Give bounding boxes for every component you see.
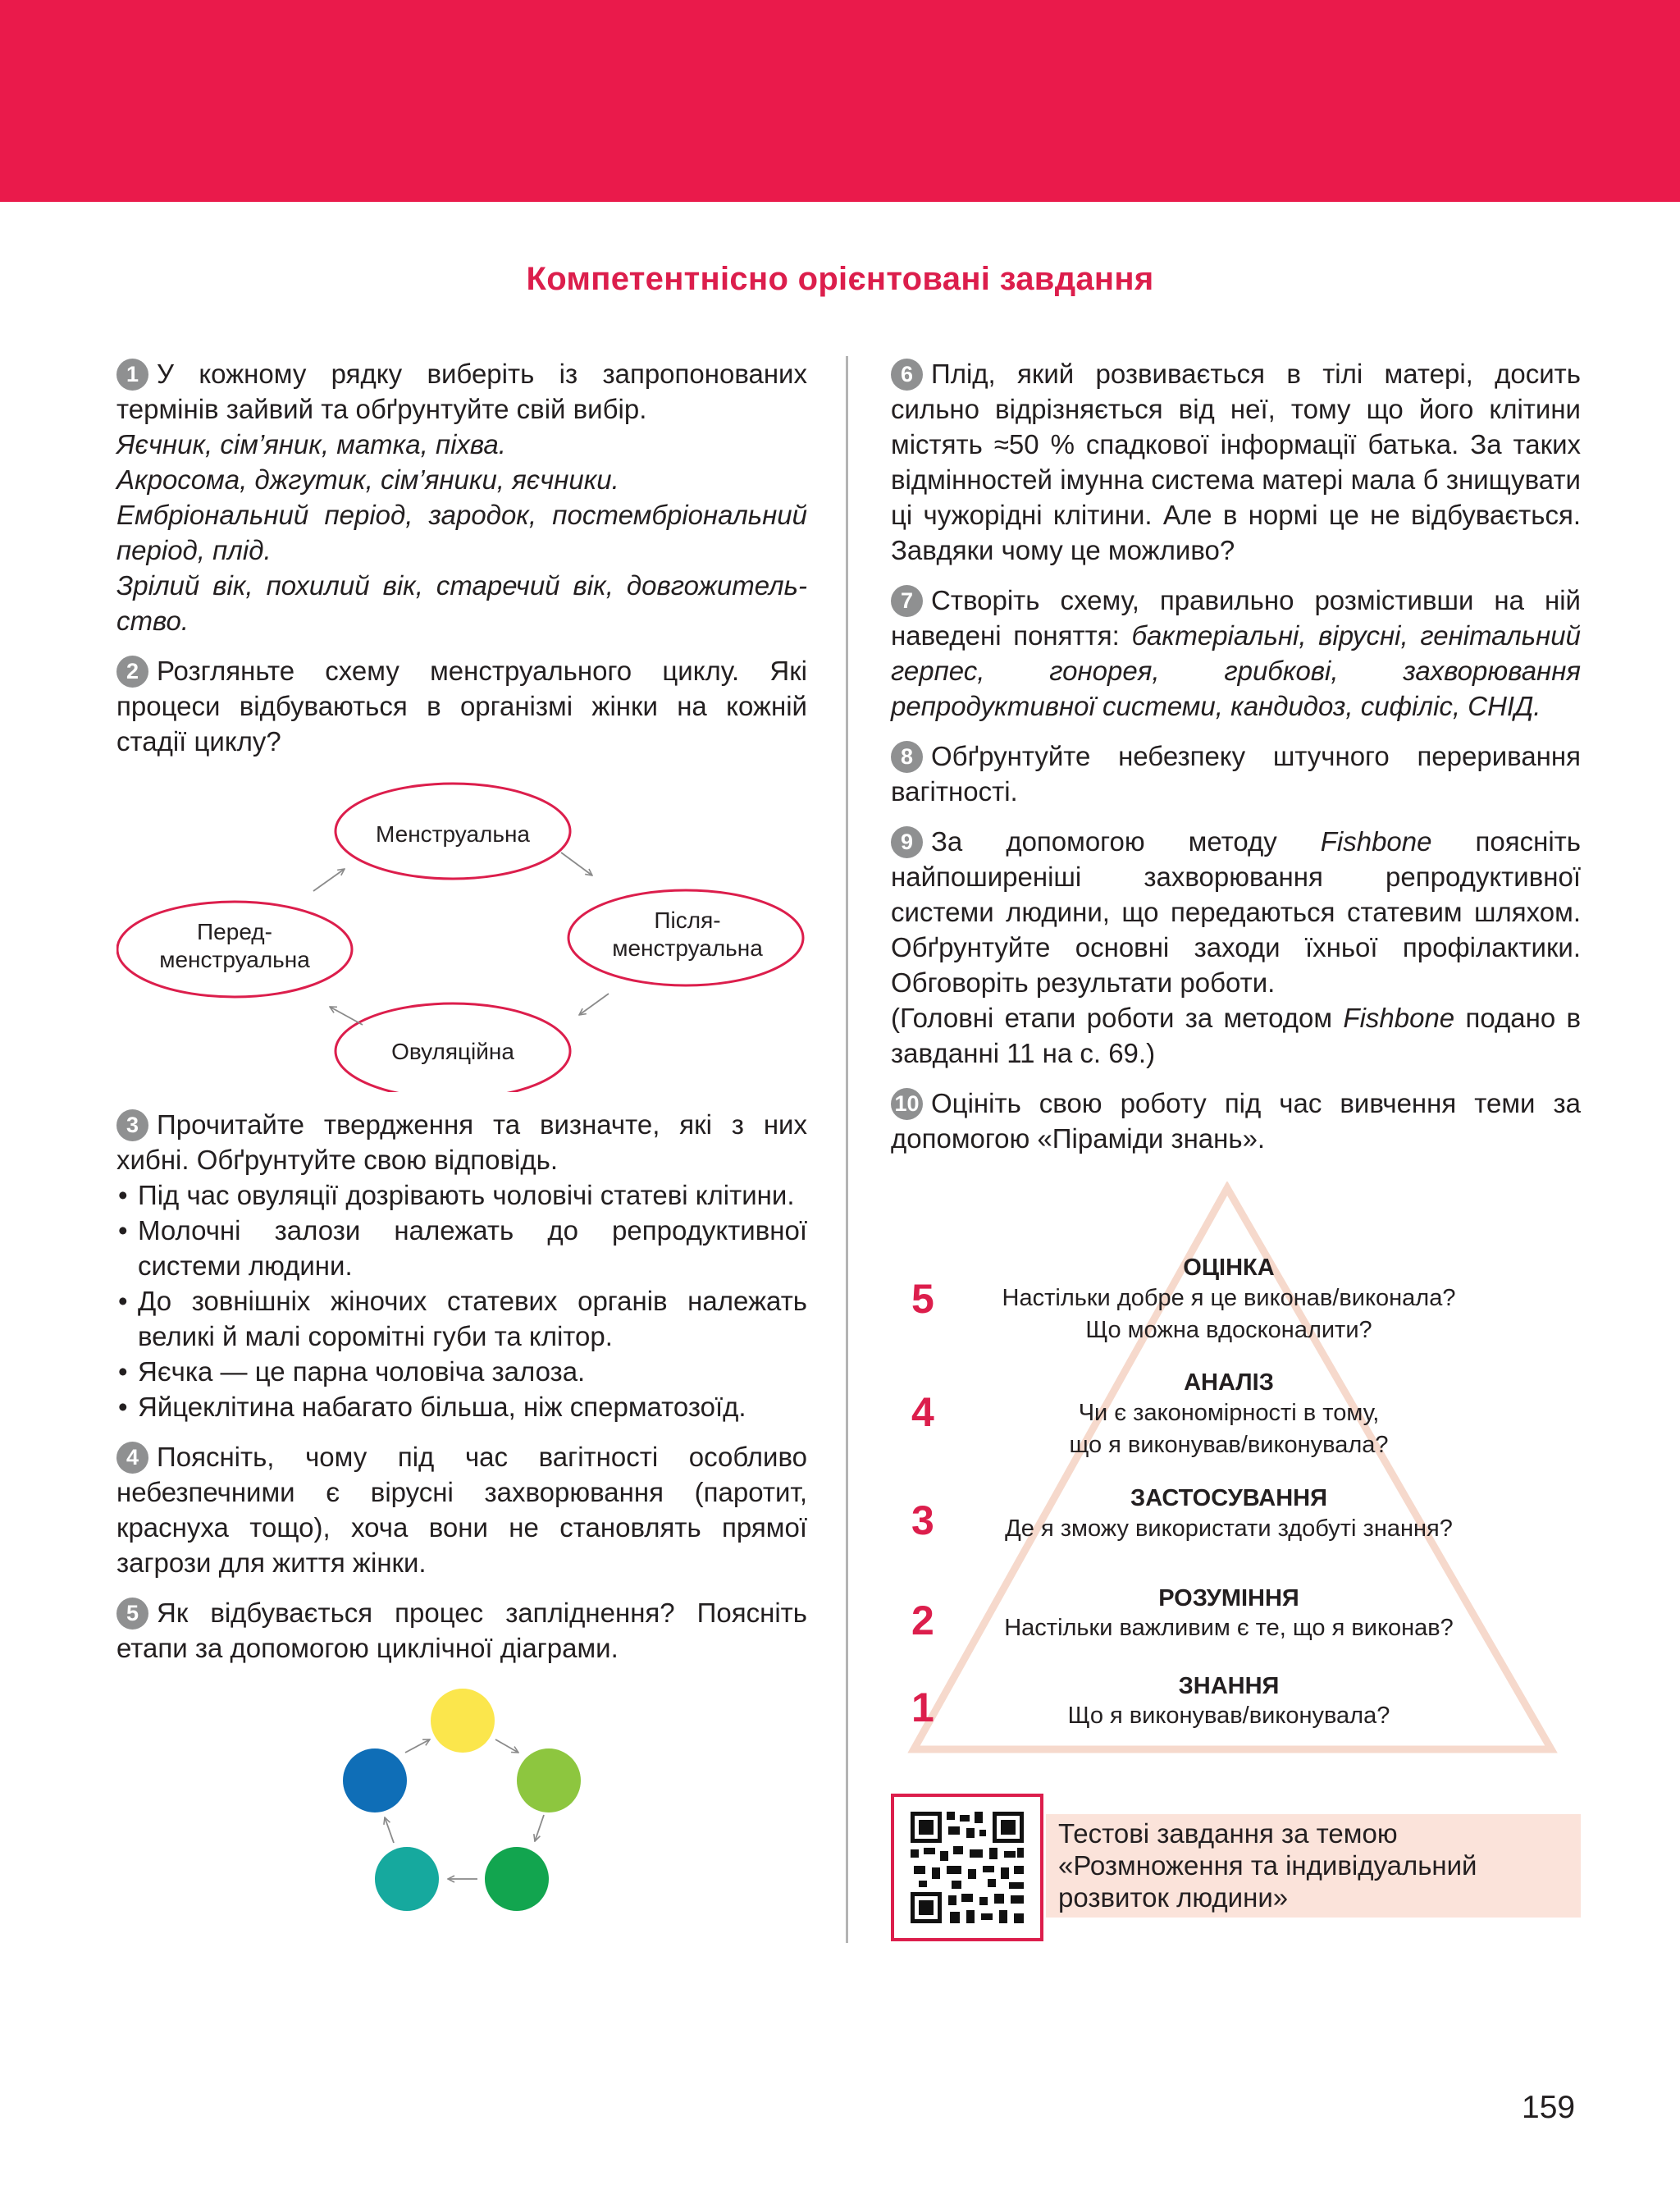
term-row: Акросома, джгутик, сім’яники, яєчники. bbox=[116, 464, 619, 495]
task-2 bbox=[116, 653, 807, 1092]
task-text: За допомогою методу bbox=[931, 826, 1277, 857]
page-heading: Компетентнісно орієнтовані завдання bbox=[526, 261, 1154, 297]
qr-code-icon bbox=[894, 1797, 1040, 1938]
test-tasks-line: Тестові завдання за темою bbox=[1058, 1818, 1398, 1849]
pyramid-level-number: 4 bbox=[911, 1389, 934, 1435]
column-divider bbox=[846, 356, 848, 1943]
statement-item: • Під час овуляції дозрівають чоловічі статеві клітини. bbox=[116, 1177, 807, 1213]
cycle-circle-bottom-left bbox=[375, 1847, 439, 1911]
cycle-circle-top bbox=[431, 1689, 495, 1753]
cycle-label-menstrual: Менструальна bbox=[376, 821, 530, 847]
pyramid-level-title: ЗНАННЯ bbox=[1178, 1673, 1280, 1699]
task-number-badge: 8 bbox=[891, 741, 923, 773]
fertilization-cycle-diagram bbox=[116, 1674, 807, 1928]
cycle-label-postmenstrual-1: Після- bbox=[654, 907, 721, 933]
task-text: Поясніть, чому під час вагітності особливо небезпечними є вірусні захворювання (паротит, краснуха тощо), хоча вони не становлять прямої загрози для життя жінки. bbox=[116, 1442, 807, 1578]
task-text: Розгляньте схему менструального циклу. Які процеси відбуваються в організмі жінки на кожній стадії циклу? bbox=[116, 656, 807, 757]
pyramid-level-question: Де я зможу використати здобуті знання? bbox=[1005, 1515, 1453, 1542]
pyramid-level-title: РОЗУМІННЯ bbox=[1158, 1585, 1299, 1611]
task-3 bbox=[116, 1107, 807, 1424]
pyramid-level-question: Що можна вдосконалити? bbox=[1085, 1317, 1372, 1343]
task-6 bbox=[891, 356, 1581, 568]
cycle-arrow bbox=[330, 1007, 363, 1025]
cycle-arrow bbox=[313, 869, 345, 891]
task-10 bbox=[891, 1086, 1581, 1156]
task-note: подано в завданні 11 на с. 69.) bbox=[891, 1003, 1582, 1068]
pyramid-level-question: Що я виконував/виконувала? bbox=[1067, 1703, 1390, 1729]
page-number: 159 bbox=[1522, 2090, 1576, 2125]
task-text: поясніть найпоширеніші захворювання репродуктивної системи людини, що передаються статевим шляхом. Обґрунтуйте основні заходи їхньої профілактики. Обговоріть результати роботи. bbox=[891, 826, 1581, 998]
task-number-badge: 2 bbox=[116, 656, 148, 688]
task-text: Прочитайте твердження та визначте, які з них хибні. Обґрунтуйте свою відповідь. bbox=[116, 1109, 807, 1175]
cycle-label-premenstrual-1: Перед- bbox=[197, 919, 272, 944]
task-number-badge: 9 bbox=[891, 826, 923, 858]
task-5 bbox=[116, 1595, 807, 1928]
pyramid-level-title: ЗАСТОСУВАННЯ bbox=[1130, 1485, 1327, 1511]
task-number-badge: 7 bbox=[891, 585, 923, 617]
cycle-arrow bbox=[385, 1817, 394, 1843]
right-column bbox=[891, 356, 1581, 1171]
knowledge-pyramid bbox=[891, 1182, 1582, 1756]
task-note: (Головні етапи роботи за методом bbox=[891, 1003, 1333, 1033]
cycle-arrow bbox=[561, 853, 592, 875]
task-text: Як відбувається процес запліднення? Поясніть етапи за допомогою циклічної діаграми. bbox=[116, 1598, 807, 1663]
menstrual-cycle-diagram bbox=[116, 764, 807, 1092]
pyramid-level-question: Настільки добре я це виконав/виконала? bbox=[1002, 1285, 1456, 1311]
task-text: У кожному рядку виберіть із запропонованих термінів зайвий та обґрунтуйте свій вибір. bbox=[116, 359, 807, 424]
pyramid-level-number: 5 bbox=[911, 1276, 934, 1322]
cycle-label-ovulation: Овуляційна bbox=[391, 1039, 514, 1064]
cycle-circle-right bbox=[517, 1748, 581, 1812]
task-number-badge: 5 bbox=[116, 1598, 148, 1630]
cycle-arrow bbox=[579, 994, 609, 1015]
term-row: Зрілий вік, похилий вік, старечий вік, довгожительство. bbox=[116, 570, 807, 636]
cycle-label-postmenstrual-2: менструальна bbox=[612, 935, 763, 961]
cycle-arrow bbox=[495, 1739, 518, 1753]
task-number-badge: 10 bbox=[891, 1088, 923, 1120]
cycle-arrow bbox=[535, 1815, 544, 1841]
pyramid-level-number: 2 bbox=[911, 1598, 934, 1643]
task-text: Обґрунтуйте небезпеку штучного переривання вагітності. bbox=[891, 741, 1581, 807]
method-name: Fishbone bbox=[1343, 1003, 1455, 1033]
test-tasks-line: «Розмноження та індивідуальний bbox=[1058, 1850, 1477, 1881]
task-4 bbox=[116, 1439, 807, 1580]
task-terms: бактеріальні, вірусні, генітальний герпес, гонорея, грибкові, захворювання репродуктивної системи, кандидоз, сифіліс, СНІД. bbox=[891, 620, 1581, 721]
pyramid-level-title: ОЦІНКА bbox=[1183, 1255, 1275, 1281]
task-text: Створіть схему, правильно розмістивши на ній наведені поняття: bbox=[891, 585, 1581, 651]
pyramid-level-question: Чи є закономірності в тому, bbox=[1078, 1400, 1380, 1426]
task-number-badge: 3 bbox=[116, 1109, 148, 1141]
pyramid-level-question: Настільки важливим є те, що я виконав? bbox=[1004, 1615, 1454, 1641]
method-name: Fishbone bbox=[1320, 826, 1432, 857]
top-color-band bbox=[0, 0, 1680, 202]
qr-code[interactable] bbox=[891, 1794, 1043, 1941]
task-number-badge: 6 bbox=[891, 359, 923, 391]
task-number-badge: 4 bbox=[116, 1442, 148, 1474]
cycle-label-premenstrual-2: менструальна bbox=[159, 947, 310, 972]
task-8 bbox=[891, 738, 1581, 809]
statement-item: • Яєчка — це парна чоловіча залоза. bbox=[116, 1354, 807, 1389]
pyramid-level-number: 1 bbox=[911, 1684, 934, 1730]
statement-item: • Молочні залози належать до репродуктивної системи людини. bbox=[116, 1213, 807, 1283]
task-text: Плід, який розвивається в тілі матері, досить сильно відрізняється від неї, тому що його клітини містять ≈50 % спадкової інформації батька. За таких відмінностей імунна система матері мала б знищувати ці чужорідні клітини. Але в нормі це не відбувається. Завдяки чому це можливо? bbox=[891, 359, 1581, 565]
left-column bbox=[116, 356, 807, 1943]
task-number-badge: 1 bbox=[116, 359, 148, 391]
pyramid-level-question: що я виконував/виконувала? bbox=[1069, 1432, 1389, 1458]
task-1 bbox=[116, 356, 807, 638]
term-row: Яєчник, сім’яник, матка, піхва. bbox=[116, 429, 506, 459]
pyramid-level-number: 3 bbox=[911, 1497, 934, 1543]
statement-item: • Яйцеклітина набагато більша, ніж сперматозоїд. bbox=[116, 1389, 807, 1424]
cycle-arrow bbox=[405, 1739, 430, 1753]
task-7 bbox=[891, 583, 1581, 724]
task-text: Оцініть свою роботу під час вивчення теми за допомогою «Піраміди знань». bbox=[891, 1088, 1581, 1154]
task-9 bbox=[891, 824, 1581, 1071]
test-tasks-line: розвиток людини» bbox=[1058, 1882, 1289, 1913]
test-tasks-link[interactable] bbox=[1046, 1814, 1581, 1918]
term-row: Ембріональний період, зародок, постембріональний період, плід. bbox=[116, 500, 807, 565]
cycle-circle-left bbox=[343, 1748, 407, 1812]
statement-item: • До зовнішніх жіночих статевих органів належать великі й малі соромітні губи та клітор. bbox=[116, 1283, 807, 1354]
cycle-circle-bottom-right bbox=[485, 1847, 549, 1911]
pyramid-level-title: АНАЛІЗ bbox=[1184, 1369, 1274, 1396]
